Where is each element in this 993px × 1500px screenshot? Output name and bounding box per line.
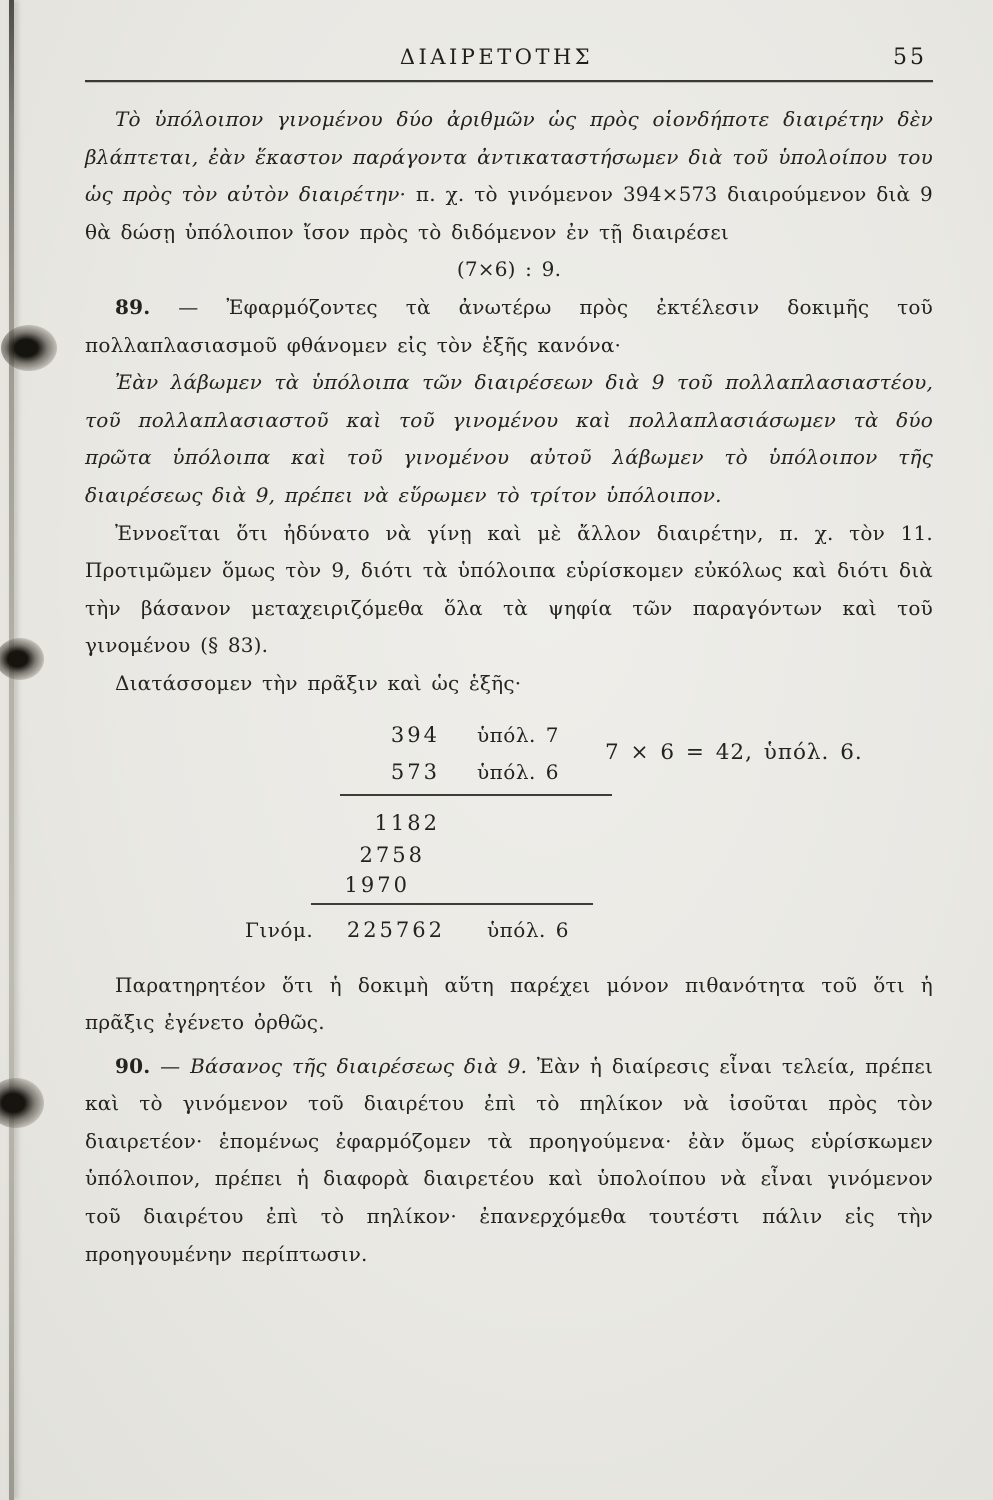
paragraph-remainder-theorem-statement: Τὸ ὑπόλοιπον γινομένου δύο ἀριθμῶν ὡς πρὸς οἱονδήποτε διαιρέτην δὲν βλάπτεται, ἐὰν ἕκαστον παράγοντα ἀντικαταστήσωμεν διὰ τοῦ ὑπολοίπου του ὡς πρὸς τὸν αὐτὸν διαιρέτην· <box>85 107 933 207</box>
remainder-product-note: 7 × 6 = 42, ὑπόλ. 6. <box>605 739 863 765</box>
paragraph-remainder-theorem-example: π. χ. τὸ γινόμενον 394×573 διαιρούμενον διὰ 9 θὰ δώσῃ ὑπόλοιπον ἴσον πρὸς τὸ διδόμενον ἐν τῇ διαιρέσει <box>85 182 933 244</box>
other-divisors-text: Ἐννοεῖται ὅτι ἠδύνατο νὰ γίνῃ καὶ μὲ ἄλλον διαιρέτην, π. χ. τὸν 11. Προτιμῶμεν ὅμως τὸν 9, διότι τὰ ὑπόλοιπα εὑρίσκομεν εὐκόλως καὶ διότι διὰ τὴν βάσανον μεταχειριζόμεθα ὅλα τὰ ψηφία τῶν παραγόντων καὶ τοῦ γινομένου (§ 83). <box>85 520 933 658</box>
section-89-number: 89. <box>115 294 151 319</box>
arrangement-intro-text: Διατάσσομεν τὴν πρᾶξιν καὶ ὡς ἑξῆς· <box>115 670 522 695</box>
ink-blot-3 <box>0 1078 44 1128</box>
binding-edge <box>9 0 14 1500</box>
paragraph-section-89 <box>85 289 933 364</box>
product-label: Γινόμ. <box>245 917 314 942</box>
running-title: ΔΙΑΙΡΕΤΟΤΗΣ <box>399 45 594 69</box>
multiplier-remainder-label: ὑπόλ. 6 <box>477 759 559 784</box>
ink-blot-1 <box>1 325 57 371</box>
multiplication-worksheet <box>85 717 933 949</box>
partial-product-2: 2758 <box>359 842 425 867</box>
paragraph-remainder-theorem <box>85 101 933 251</box>
formula-line: (7×6) : 9. <box>456 257 562 282</box>
multiplier-value: 573 <box>390 759 440 784</box>
ink-blot-2 <box>0 638 44 680</box>
calc-rule-lower <box>311 903 593 905</box>
paragraph-arrangement-intro <box>85 665 933 703</box>
product-remainder-label: ὑπόλ. 6 <box>487 917 569 942</box>
paragraph-section-90 <box>85 1048 933 1274</box>
page-header <box>0 0 993 82</box>
page-body <box>85 101 933 1273</box>
partial-product-1: 1182 <box>374 810 440 835</box>
multiplicand-value: 394 <box>390 722 440 747</box>
paragraph-rule-statement <box>85 364 933 514</box>
product-value: 225762 <box>346 917 445 942</box>
page-number: 55 <box>893 45 927 70</box>
calc-rule-upper <box>340 794 612 796</box>
paragraph-other-divisors <box>85 515 933 665</box>
section-90-number: 90. <box>115 1053 151 1078</box>
section-89-text: — Ἐφαρμόζοντες τὰ ἀνωτέρω πρὸς ἐκτέλεσιν δοκιμῆς τοῦ πολλαπλασιασμοῦ φθάνομεν εἰς τὸν ἑξῆς κανόνα· <box>85 294 933 357</box>
rule-statement-text: Ἐὰν λάβωμεν τὰ ὑπόλοιπα τῶν διαιρέσεων διὰ 9 τοῦ πολλαπλασιαστέου, τοῦ πολλαπλασιαστοῦ καὶ τοῦ γινομένου καὶ πολλαπλασιάσωμεν τὰ δύο πρῶτα ὑπόλοιπα καὶ τοῦ γινομένου αὐτοῦ λάβωμεν τὸ ὑπόλοιπον τῆς διαιρέσεως διὰ 9, πρέπει νὰ εὕρωμεν τὸ τρίτον ὑπόλοιπον. <box>85 370 933 507</box>
header-rule <box>85 80 933 82</box>
section-90-title: — Βάσανος τῆς διαιρέσεως διὰ 9. <box>150 1053 528 1078</box>
section-90-text: Ἐὰν ἡ διαίρεσις εἶναι τελεία, πρέπει καὶ τὸ γινόμενον τοῦ διαιρέτου ἐπὶ τὸ πηλίκον νὰ ἰσοῦται πρὸς τὸν διαιρετέον· ἑπομένως ἐφαρμόζομεν τὰ προηγούμενα· ἐὰν ὅμως εὑρίσκωμεν ὑπόλοιπον, πρέπει ἡ διαφορὰ διαιρετέου καὶ ὑπολοίπου νὰ εἶναι γινόμενον τοῦ διαιρέτου ἐπὶ τὸ πηλίκον· ἐπανερχόμεθα τουτέστι πάλιν εἰς τὴν προηγουμένην περίπτωσιν. <box>85 1053 933 1266</box>
paragraph-probability-note <box>85 967 933 1042</box>
partial-product-3: 1970 <box>344 872 410 897</box>
multiplicand-remainder-label: ὑπόλ. 7 <box>477 722 559 747</box>
probability-note-text: Παρατηρητέον ὅτι ἡ δοκιμὴ αὕτη παρέχει μόνον πιθανότητα τοῦ ὅτι ἡ πρᾶξις ἐγένετο ὀρθῶς. <box>85 972 933 1035</box>
